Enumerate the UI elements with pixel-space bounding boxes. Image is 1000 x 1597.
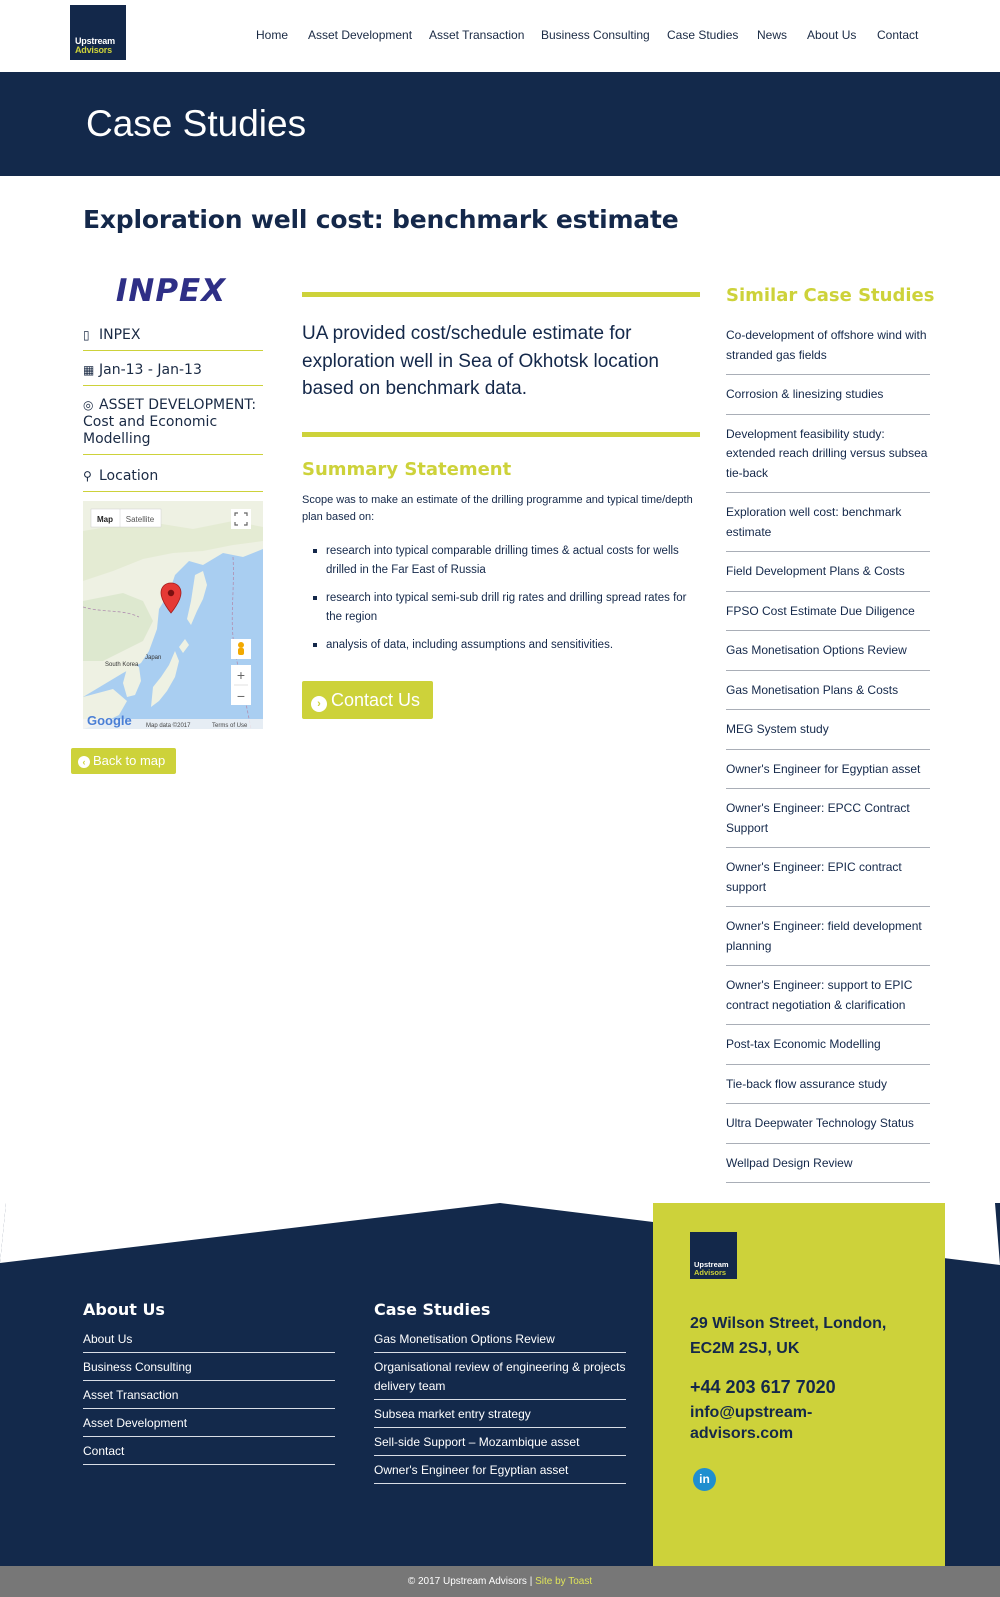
- similar-case-list: [726, 326, 930, 1193]
- banner-title: Case Studies: [86, 103, 307, 144]
- footer-case-links: [374, 1330, 626, 1489]
- nav-case-studies[interactable]: Case Studies: [667, 28, 739, 42]
- footer-link[interactable]: Sell-side Support – Mozambique asset: [374, 1433, 626, 1456]
- copyright-text: © 2017 Upstream Advisors |: [407, 1576, 536, 1587]
- copyright-bar: [0, 1566, 1000, 1597]
- list-item: research into typical semi-sub drill rig rates and drilling spread rates for the region: [302, 589, 702, 627]
- footer-phone[interactable]: +44 203 617 7020: [690, 1377, 836, 1397]
- site-header: [0, 0, 1000, 72]
- arrow-left-circle-icon: ‹: [78, 756, 90, 768]
- map-label-japan: Japan: [145, 655, 162, 661]
- footer-link[interactable]: Gas Monetisation Options Review: [374, 1330, 626, 1353]
- footer-email[interactable]: info@upstream-advisors.com: [690, 1404, 813, 1442]
- footer-logo-line-1: Upstream: [694, 1260, 729, 1269]
- nav-business-consulting[interactable]: Business Consulting: [541, 28, 650, 42]
- summary-bullets: [302, 542, 702, 664]
- similar-case-link[interactable]: Gas Monetisation Plans & Costs: [726, 681, 930, 711]
- contact-us-label: Contact Us: [331, 690, 421, 710]
- similar-case-link[interactable]: Owner's Engineer: EPCC Contract Support: [726, 799, 930, 848]
- client-name: INPEX: [99, 327, 141, 343]
- similar-case-link[interactable]: Owner's Engineer: EPIC contract support: [726, 858, 930, 907]
- footer-logo-line-2: Advisors: [694, 1268, 727, 1277]
- footer-cases-heading: Case Studies: [374, 1300, 491, 1319]
- footer-link[interactable]: Contact: [83, 1442, 335, 1465]
- nav-contact[interactable]: Contact: [877, 28, 919, 42]
- footer-link[interactable]: Owner's Engineer for Egyptian asset: [374, 1461, 626, 1484]
- page-banner: [0, 72, 1000, 176]
- case-lead: UA provided cost/schedule estimate for exploration well in Sea of Okhotsk location based on benchmark data.: [302, 323, 659, 399]
- footer-address: 29 Wilson Street, London, EC2M 2SJ, UK: [690, 1315, 887, 1357]
- similar-case-link[interactable]: Development feasibility study: extended reach drilling versus subsea tie-back: [726, 425, 930, 494]
- fullscreen-icon[interactable]: [231, 509, 251, 529]
- list-item: research into typical comparable drilling times & actual costs for wells drilled in the Far East of Russia: [302, 542, 702, 580]
- client-logo: [103, 273, 239, 307]
- footer-link[interactable]: Subsea market entry strategy: [374, 1405, 626, 1428]
- similar-case-link[interactable]: Gas Monetisation Options Review: [726, 641, 930, 671]
- back-to-map-label: Back to map: [93, 753, 166, 768]
- map-label-korea: South Korea: [105, 662, 139, 668]
- arrow-right-circle-icon: ›: [311, 696, 327, 712]
- similar-case-link[interactable]: Exploration well cost: benchmark estimate: [726, 503, 930, 552]
- footer-contact-box: [653, 1203, 945, 1566]
- project-dates: Jan-13 - Jan-13: [99, 362, 202, 378]
- map-terms-link[interactable]: Terms of Use: [212, 723, 248, 729]
- project-category: ASSET DEVELOPMENT: Cost and Economic Modelling: [83, 397, 257, 447]
- logo-line-2: Advisors: [75, 45, 112, 55]
- similar-case-link[interactable]: Owner's Engineer: field development planning: [726, 917, 930, 966]
- footer-about-links: [83, 1330, 335, 1470]
- similar-case-link[interactable]: Ultra Deepwater Technology Status: [726, 1114, 930, 1144]
- site-by-link[interactable]: Site by Toast: [535, 1576, 593, 1587]
- map-tab-satellite[interactable]: Satellite: [125, 515, 155, 524]
- calendar-icon: ▦: [83, 363, 95, 377]
- client-logo-text: INPEX: [115, 273, 227, 307]
- back-to-map-button[interactable]: [71, 748, 176, 774]
- zoom-out-button[interactable]: −: [236, 688, 246, 704]
- similar-case-link[interactable]: FPSO Cost Estimate Due Diligence: [726, 602, 930, 632]
- map-data-credit: Map data ©2017: [146, 723, 191, 729]
- nav-asset-development[interactable]: Asset Development: [308, 28, 413, 42]
- google-logo: Google: [87, 713, 132, 728]
- logo-line-1: Upstream: [75, 36, 115, 46]
- meta-location: [83, 468, 263, 492]
- summary-intro: Scope was to make an estimate of the drilling programme and typical time/depth plan based on:: [302, 494, 693, 523]
- map-tab-map[interactable]: Map: [97, 515, 113, 524]
- zoom-in-button[interactable]: +: [236, 667, 246, 683]
- footer-logo[interactable]: [690, 1232, 737, 1279]
- page-title: Exploration well cost: benchmark estimate: [83, 205, 679, 234]
- similar-case-link[interactable]: Owner's Engineer for Egyptian asset: [726, 760, 930, 790]
- linkedin-icon[interactable]: in: [693, 1468, 716, 1491]
- nav-home[interactable]: Home: [256, 28, 289, 42]
- meta-dates: [83, 362, 263, 386]
- contact-us-button[interactable]: [302, 681, 433, 719]
- meta-client: [83, 327, 263, 351]
- map-canvas[interactable]: [83, 501, 263, 729]
- nav-asset-transaction[interactable]: Asset Transaction: [429, 28, 525, 42]
- similar-heading: Similar Case Studies: [726, 285, 935, 306]
- nav-about-us[interactable]: About Us: [807, 28, 857, 42]
- similar-case-link[interactable]: Post-tax Economic Modelling: [726, 1035, 930, 1065]
- nav-news[interactable]: News: [757, 28, 788, 42]
- similar-case-link[interactable]: Owner's Engineer: support to EPIC contract negotiation & clarification: [726, 976, 930, 1025]
- similar-case-link[interactable]: Field Development Plans & Costs: [726, 562, 930, 592]
- similar-case-link[interactable]: Tie-back flow assurance study: [726, 1075, 930, 1105]
- footer-link[interactable]: About Us: [83, 1330, 335, 1353]
- map-marker-icon: ⚲: [83, 469, 92, 483]
- meta-category: [83, 397, 263, 455]
- similar-case-link[interactable]: Wellpad Design Review: [726, 1154, 930, 1184]
- main-nav: [0, 28, 1000, 44]
- similar-case-link[interactable]: Corrosion & linesizing studies: [726, 385, 930, 415]
- building-icon: ▯: [83, 328, 90, 342]
- summary-heading: Summary Statement: [302, 459, 512, 480]
- footer-link[interactable]: Asset Transaction: [83, 1386, 335, 1409]
- similar-case-link[interactable]: MEG System study: [726, 720, 930, 750]
- target-icon: ◎: [83, 398, 94, 412]
- divider-top: [302, 292, 700, 297]
- footer-link[interactable]: Asset Development: [83, 1414, 335, 1437]
- divider-middle: [302, 432, 700, 437]
- location-label: Location: [99, 468, 159, 484]
- similar-case-link[interactable]: Co-development of offshore wind with stranded gas fields: [726, 326, 930, 375]
- location-map[interactable]: [83, 501, 263, 729]
- footer-about-heading: About Us: [83, 1300, 165, 1319]
- footer-link[interactable]: Business Consulting: [83, 1358, 335, 1381]
- list-item: analysis of data, including assumptions and sensitivities.: [302, 636, 702, 655]
- footer-link[interactable]: Organisational review of engineering & projects delivery team: [374, 1358, 626, 1400]
